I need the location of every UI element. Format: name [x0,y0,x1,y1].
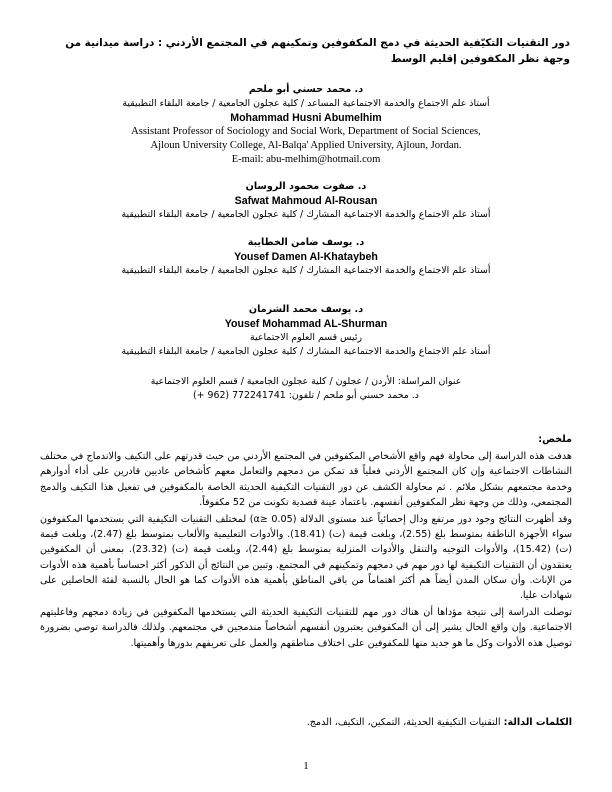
paper-title: دور التقنيات التكيّفية الحديثة في دمج المكفوفين وتمكينهم في المجتمع الأردني : دراسة ميدانية من وجهة نظر المكفوفين إقليم الوسط [65,37,570,65]
author-4-role-ar: رئيس قسم العلوم الاجتماعية [250,332,362,343]
keywords-label: الكلمات الدالة: [503,717,572,728]
correspondence-phone: د. محمد حسني أبو ملحم / تلفون: 772241741 (962 +) [193,390,419,401]
author-2-block [40,180,572,222]
author-1-affiliation-en-1: Assistant Professor of Sociology and Social Work, Department of Social Sciences, [131,126,481,137]
author-4-name-en: Yousef Mohammad AL-Shurman [224,318,388,330]
author-1-affiliation-ar: أستاذ علم الاجتماع والخدمة الاجتماعية المساعد / كلية عجلون الجامعية / جامعة البلقاء التطبيقية [122,98,490,109]
author-3-name-en: Yousef Damen Al-Khataybeh [234,251,378,263]
author-3-affiliation-ar: أستاذ علم الاجتماع والخدمة الاجتماعية المشارك / كلية عجلون الجامعية / جامعة البلقاء التطبيقية [121,265,491,276]
author-4-name-ar: د. يوسف محمد الشرمان [248,304,364,315]
keywords-line [40,716,572,730]
author-2-affiliation-ar: أستاذ علم الاجتماع والخدمة الاجتماعية المشارك / كلية عجلون الجامعية / جامعة البلقاء التطبيقية [121,209,491,220]
keywords-text: التقنيات التكيفية الحديثة، التمكين، التكيف، الدمج. [306,717,501,728]
author-3-name-ar: د. يوسف ضامن الخطايبة [247,237,365,248]
abstract-paragraph-2: وقد أظهرت النتائج وجود دور مرتفع ودال إحصائياً عند مستوى الدلالة (α≥ 0.05) لمختلف التقنيات التكيفية التي يستخدمها المكفوفون سواء الأجهزة الناطقة بمتوسط بلغ (2.55)، وبلغت قيمة (ت) (18.41). والأدوات التعليمية والألعاب بمتوسط بلغ (2.47)، وبلغت قيمة (ت) (15.42)، والأدوات التوجيه والتنقل والأدوات المنزلية بمتوسط بلغ (2.44)، وبلغت قيمة (ت) (23.32). بمعنى أن المكفوفين يعتقدون أن التقنيات التكيفية لها دور مهم في دمجهم وتمكينهم في المجتمع. وتبين من النتائج أن الذكور أكثر احساساً بأهمية هذه الأدوات من الإناث. وأن سكان المدن أيضاً هم أكثر اهتماماً من باقي المناطق بأهمية هذه الأدوات كما هو الحال بالنسبة لفئة الحاصلين على شهادات عليا. [40,514,573,602]
author-2-name-ar: د. صفوت محمود الروسان [245,181,367,192]
abstract-paragraph-1: هدفت هذه الدراسة إلى محاولة فهم واقع الأشخاص المكفوفين في المجتمع الأردني من حيث قدرتهم على التكيف والاندماج في مختلف النشاطات الاجتماعية وإن كان المجتمع الأردني فعلياً قد تمكن من دمجهم والتعامل معهم كأشخاص عاديين قادرين على أداء أدوارهم وخدمة مجتمعهم بشكل ملائم . ثم محاولة الكشف عن دور التقنيات التكيفية الحديثة الخاصة بالمكفوفين في تفعيل هذا التكيف والدمج المجتمعي، وذلك من وجهة نظر المكفوفين أنفسهم. باعتماد عينة قصدية تكونت من 52 مكفوفاً. [40,451,572,508]
correspondence-address: عنوان المراسلة: الأردن / عجلون / كلية عجلون الجامعية / قسم العلوم الاجتماعية [150,376,462,387]
author-1-email[interactable]: E-mail: abu-melhim@hotmail.com [231,154,381,165]
abstract-section [40,432,572,651]
author-1-name-ar: د. محمد حسني أبو ملحم [248,84,364,95]
author-2-name-en: Safwat Mahmoud Al-Rousan [234,195,378,207]
abstract-heading: ملخص: [538,434,572,445]
author-1-affiliation-en-2: Ajloun University College, Al-Balqa' Applied University, Ajloun, Jordan. [150,140,462,151]
correspondence-block [40,375,572,403]
author-1-block [40,83,572,167]
author-1-name-en: Mohammad Husni Abumelhim [230,112,382,124]
author-4-affiliation-ar: أستاذ علم الاجتماع والخدمة الاجتماعية المشارك / كلية عجلون الجامعية / جامعة البلقاء التطبيقية [121,346,491,357]
page-number: 1 [303,760,309,772]
abstract-paragraph-3: توصلت الدراسة إلى نتيجة مؤداها أن هناك دور مهم للتقنيات التكيفية الحديثة التي يستخدمها المكفوفين في زيادة دمجهم وفاعليتهم الاجتماعية. وإن واقع الحال يشير إلى أن المكفوفين يعتبرون أنفسهم أشخاصاً مندمجين في مجتمعهم. ولذلك فالدراسة توصي بضرورة توصيل هذه الأدوات وكل ما هو جديد منها للمكفوفين على اختلاف مناطقهم والعمل على تعريفهم بدورها وأهميتها. [40,607,572,649]
author-4-block [40,303,572,359]
author-3-block [40,236,572,278]
